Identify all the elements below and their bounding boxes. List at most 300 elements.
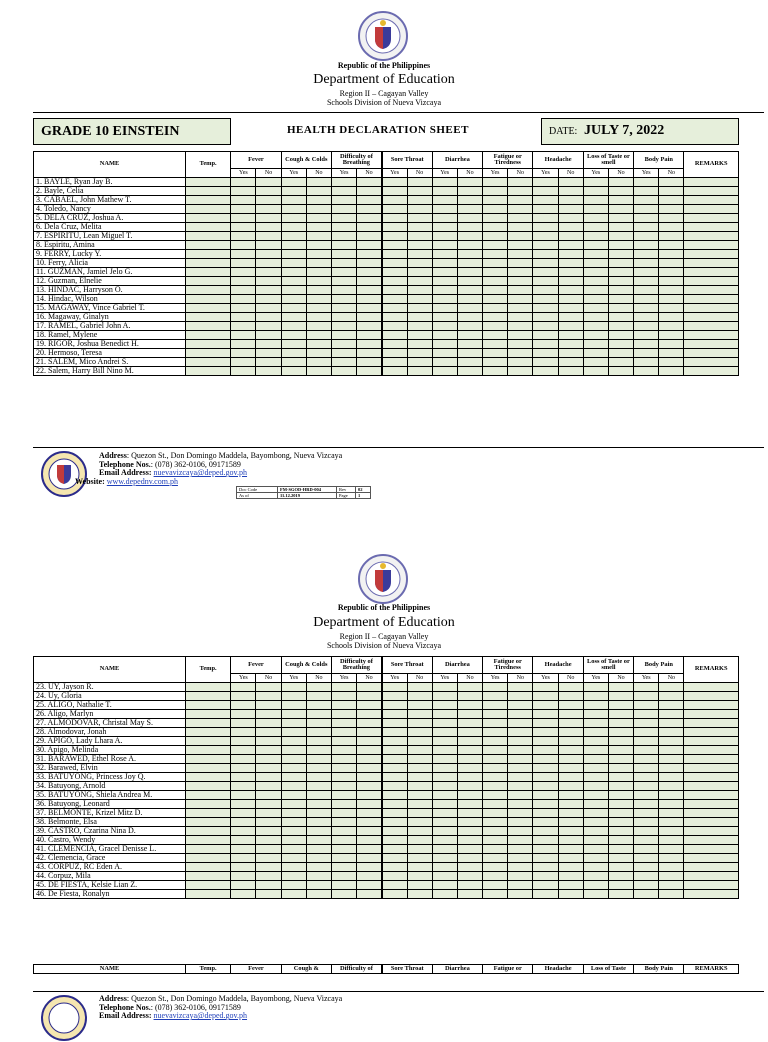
symptom-cell[interactable] — [231, 268, 256, 277]
symptom-cell[interactable] — [382, 854, 407, 863]
symptom-cell[interactable] — [357, 196, 382, 205]
temp-cell[interactable] — [186, 827, 231, 836]
symptom-cell[interactable] — [281, 367, 306, 376]
symptom-cell[interactable] — [432, 331, 457, 340]
symptom-cell[interactable] — [558, 872, 583, 881]
symptom-cell[interactable] — [533, 349, 558, 358]
symptom-cell[interactable] — [256, 241, 281, 250]
symptom-cell[interactable] — [508, 782, 533, 791]
symptom-cell[interactable] — [659, 773, 684, 782]
symptom-cell[interactable] — [583, 692, 608, 701]
symptom-cell[interactable] — [483, 277, 508, 286]
symptom-cell[interactable] — [407, 746, 432, 755]
symptom-cell[interactable] — [634, 692, 659, 701]
symptom-cell[interactable] — [407, 719, 432, 728]
symptom-cell[interactable] — [331, 746, 356, 755]
symptom-cell[interactable] — [659, 701, 684, 710]
symptom-cell[interactable] — [281, 791, 306, 800]
symptom-cell[interactable] — [659, 746, 684, 755]
symptom-cell[interactable] — [659, 692, 684, 701]
symptom-cell[interactable] — [432, 277, 457, 286]
symptom-cell[interactable] — [634, 890, 659, 899]
symptom-cell[interactable] — [583, 178, 608, 187]
symptom-cell[interactable] — [407, 250, 432, 259]
website-link[interactable]: www.depednv.com.ph — [106, 476, 178, 486]
symptom-cell[interactable] — [306, 791, 331, 800]
symptom-cell[interactable] — [382, 331, 407, 340]
symptom-cell[interactable] — [659, 187, 684, 196]
symptom-cell[interactable] — [281, 268, 306, 277]
symptom-cell[interactable] — [457, 683, 482, 692]
symptom-cell[interactable] — [407, 349, 432, 358]
symptom-cell[interactable] — [306, 827, 331, 836]
symptom-cell[interactable] — [634, 313, 659, 322]
symptom-cell[interactable] — [306, 187, 331, 196]
symptom-cell[interactable] — [382, 836, 407, 845]
symptom-cell[interactable] — [659, 304, 684, 313]
symptom-cell[interactable] — [357, 809, 382, 818]
symptom-cell[interactable] — [508, 872, 533, 881]
symptom-cell[interactable] — [432, 818, 457, 827]
symptom-cell[interactable] — [407, 701, 432, 710]
symptom-cell[interactable] — [331, 773, 356, 782]
symptom-cell[interactable] — [558, 800, 583, 809]
symptom-cell[interactable] — [533, 728, 558, 737]
symptom-cell[interactable] — [634, 791, 659, 800]
symptom-cell[interactable] — [331, 223, 356, 232]
symptom-cell[interactable] — [583, 250, 608, 259]
symptom-cell[interactable] — [382, 818, 407, 827]
symptom-cell[interactable] — [357, 728, 382, 737]
symptom-cell[interactable] — [432, 286, 457, 295]
temp-cell[interactable] — [186, 791, 231, 800]
symptom-cell[interactable] — [306, 349, 331, 358]
symptom-cell[interactable] — [508, 259, 533, 268]
symptom-cell[interactable] — [407, 800, 432, 809]
symptom-cell[interactable] — [306, 683, 331, 692]
symptom-cell[interactable] — [407, 863, 432, 872]
symptom-cell[interactable] — [407, 322, 432, 331]
symptom-cell[interactable] — [558, 836, 583, 845]
symptom-cell[interactable] — [558, 250, 583, 259]
symptom-cell[interactable] — [533, 331, 558, 340]
symptom-cell[interactable] — [457, 268, 482, 277]
symptom-cell[interactable] — [256, 331, 281, 340]
symptom-cell[interactable] — [256, 367, 281, 376]
symptom-cell[interactable] — [256, 187, 281, 196]
symptom-cell[interactable] — [558, 890, 583, 899]
symptom-cell[interactable] — [608, 295, 633, 304]
symptom-cell[interactable] — [382, 764, 407, 773]
symptom-cell[interactable] — [407, 340, 432, 349]
symptom-cell[interactable] — [382, 250, 407, 259]
symptom-cell[interactable] — [583, 683, 608, 692]
symptom-cell[interactable] — [659, 295, 684, 304]
symptom-cell[interactable] — [659, 358, 684, 367]
symptom-cell[interactable] — [357, 187, 382, 196]
temp-cell[interactable] — [186, 701, 231, 710]
symptom-cell[interactable] — [306, 241, 331, 250]
symptom-cell[interactable] — [634, 223, 659, 232]
symptom-cell[interactable] — [382, 178, 407, 187]
symptom-cell[interactable] — [256, 863, 281, 872]
symptom-cell[interactable] — [407, 241, 432, 250]
symptom-cell[interactable] — [558, 818, 583, 827]
symptom-cell[interactable] — [281, 692, 306, 701]
symptom-cell[interactable] — [457, 890, 482, 899]
symptom-cell[interactable] — [231, 241, 256, 250]
symptom-cell[interactable] — [382, 827, 407, 836]
symptom-cell[interactable] — [407, 890, 432, 899]
symptom-cell[interactable] — [281, 872, 306, 881]
symptom-cell[interactable] — [331, 800, 356, 809]
symptom-cell[interactable] — [407, 304, 432, 313]
symptom-cell[interactable] — [281, 836, 306, 845]
temp-cell[interactable] — [186, 340, 231, 349]
symptom-cell[interactable] — [659, 872, 684, 881]
symptom-cell[interactable] — [382, 340, 407, 349]
symptom-cell[interactable] — [432, 827, 457, 836]
symptom-cell[interactable] — [331, 286, 356, 295]
symptom-cell[interactable] — [583, 845, 608, 854]
remarks-cell[interactable] — [684, 737, 739, 746]
symptom-cell[interactable] — [306, 205, 331, 214]
symptom-cell[interactable] — [231, 818, 256, 827]
symptom-cell[interactable] — [533, 746, 558, 755]
symptom-cell[interactable] — [306, 737, 331, 746]
symptom-cell[interactable] — [457, 755, 482, 764]
symptom-cell[interactable] — [457, 322, 482, 331]
symptom-cell[interactable] — [256, 223, 281, 232]
symptom-cell[interactable] — [457, 241, 482, 250]
symptom-cell[interactable] — [583, 890, 608, 899]
symptom-cell[interactable] — [558, 827, 583, 836]
symptom-cell[interactable] — [231, 367, 256, 376]
symptom-cell[interactable] — [357, 241, 382, 250]
symptom-cell[interactable] — [281, 205, 306, 214]
symptom-cell[interactable] — [382, 692, 407, 701]
symptom-cell[interactable] — [407, 755, 432, 764]
symptom-cell[interactable] — [432, 755, 457, 764]
remarks-cell[interactable] — [684, 881, 739, 890]
symptom-cell[interactable] — [432, 800, 457, 809]
symptom-cell[interactable] — [407, 845, 432, 854]
symptom-cell[interactable] — [659, 223, 684, 232]
symptom-cell[interactable] — [634, 764, 659, 773]
symptom-cell[interactable] — [659, 683, 684, 692]
symptom-cell[interactable] — [608, 286, 633, 295]
symptom-cell[interactable] — [483, 367, 508, 376]
symptom-cell[interactable] — [231, 881, 256, 890]
symptom-cell[interactable] — [457, 746, 482, 755]
symptom-cell[interactable] — [256, 872, 281, 881]
symptom-cell[interactable] — [457, 692, 482, 701]
symptom-cell[interactable] — [483, 755, 508, 764]
symptom-cell[interactable] — [608, 340, 633, 349]
temp-cell[interactable] — [186, 187, 231, 196]
symptom-cell[interactable] — [583, 358, 608, 367]
symptom-cell[interactable] — [508, 313, 533, 322]
temp-cell[interactable] — [186, 349, 231, 358]
symptom-cell[interactable] — [256, 737, 281, 746]
symptom-cell[interactable] — [256, 304, 281, 313]
symptom-cell[interactable] — [306, 286, 331, 295]
symptom-cell[interactable] — [281, 322, 306, 331]
symptom-cell[interactable] — [407, 268, 432, 277]
temp-cell[interactable] — [186, 737, 231, 746]
symptom-cell[interactable] — [659, 800, 684, 809]
symptom-cell[interactable] — [533, 800, 558, 809]
temp-cell[interactable] — [186, 881, 231, 890]
symptom-cell[interactable] — [457, 872, 482, 881]
symptom-cell[interactable] — [659, 277, 684, 286]
symptom-cell[interactable] — [382, 791, 407, 800]
symptom-cell[interactable] — [281, 178, 306, 187]
temp-cell[interactable] — [186, 178, 231, 187]
symptom-cell[interactable] — [331, 845, 356, 854]
symptom-cell[interactable] — [331, 358, 356, 367]
symptom-cell[interactable] — [306, 746, 331, 755]
symptom-cell[interactable] — [508, 277, 533, 286]
symptom-cell[interactable] — [256, 322, 281, 331]
symptom-cell[interactable] — [407, 818, 432, 827]
symptom-cell[interactable] — [331, 340, 356, 349]
symptom-cell[interactable] — [634, 295, 659, 304]
symptom-cell[interactable] — [659, 178, 684, 187]
symptom-cell[interactable] — [382, 322, 407, 331]
symptom-cell[interactable] — [357, 340, 382, 349]
remarks-cell[interactable] — [684, 845, 739, 854]
symptom-cell[interactable] — [281, 746, 306, 755]
symptom-cell[interactable] — [483, 232, 508, 241]
symptom-cell[interactable] — [558, 773, 583, 782]
symptom-cell[interactable] — [306, 863, 331, 872]
symptom-cell[interactable] — [407, 358, 432, 367]
symptom-cell[interactable] — [306, 313, 331, 322]
symptom-cell[interactable] — [306, 854, 331, 863]
remarks-cell[interactable] — [684, 358, 739, 367]
symptom-cell[interactable] — [331, 196, 356, 205]
symptom-cell[interactable] — [457, 367, 482, 376]
symptom-cell[interactable] — [457, 232, 482, 241]
symptom-cell[interactable] — [306, 223, 331, 232]
symptom-cell[interactable] — [483, 304, 508, 313]
symptom-cell[interactable] — [432, 250, 457, 259]
symptom-cell[interactable] — [533, 701, 558, 710]
symptom-cell[interactable] — [281, 737, 306, 746]
symptom-cell[interactable] — [382, 773, 407, 782]
symptom-cell[interactable] — [508, 340, 533, 349]
symptom-cell[interactable] — [432, 358, 457, 367]
symptom-cell[interactable] — [331, 232, 356, 241]
symptom-cell[interactable] — [256, 881, 281, 890]
symptom-cell[interactable] — [659, 728, 684, 737]
symptom-cell[interactable] — [508, 746, 533, 755]
symptom-cell[interactable] — [231, 331, 256, 340]
symptom-cell[interactable] — [634, 710, 659, 719]
symptom-cell[interactable] — [659, 331, 684, 340]
symptom-cell[interactable] — [608, 178, 633, 187]
symptom-cell[interactable] — [457, 764, 482, 773]
symptom-cell[interactable] — [483, 773, 508, 782]
temp-cell[interactable] — [186, 746, 231, 755]
symptom-cell[interactable] — [306, 800, 331, 809]
symptom-cell[interactable] — [533, 890, 558, 899]
symptom-cell[interactable] — [558, 728, 583, 737]
temp-cell[interactable] — [186, 331, 231, 340]
remarks-cell[interactable] — [684, 313, 739, 322]
symptom-cell[interactable] — [281, 854, 306, 863]
symptom-cell[interactable] — [331, 349, 356, 358]
symptom-cell[interactable] — [256, 205, 281, 214]
symptom-cell[interactable] — [231, 800, 256, 809]
symptom-cell[interactable] — [281, 782, 306, 791]
symptom-cell[interactable] — [407, 277, 432, 286]
symptom-cell[interactable] — [608, 241, 633, 250]
symptom-cell[interactable] — [634, 367, 659, 376]
temp-cell[interactable] — [186, 755, 231, 764]
symptom-cell[interactable] — [508, 719, 533, 728]
symptom-cell[interactable] — [382, 286, 407, 295]
symptom-cell[interactable] — [659, 845, 684, 854]
symptom-cell[interactable] — [357, 755, 382, 764]
symptom-cell[interactable] — [306, 259, 331, 268]
symptom-cell[interactable] — [231, 286, 256, 295]
symptom-cell[interactable] — [634, 340, 659, 349]
symptom-cell[interactable] — [357, 827, 382, 836]
symptom-cell[interactable] — [659, 313, 684, 322]
symptom-cell[interactable] — [608, 313, 633, 322]
symptom-cell[interactable] — [357, 746, 382, 755]
symptom-cell[interactable] — [608, 259, 633, 268]
symptom-cell[interactable] — [357, 205, 382, 214]
symptom-cell[interactable] — [483, 854, 508, 863]
symptom-cell[interactable] — [659, 340, 684, 349]
symptom-cell[interactable] — [533, 358, 558, 367]
symptom-cell[interactable] — [608, 764, 633, 773]
symptom-cell[interactable] — [608, 746, 633, 755]
symptom-cell[interactable] — [231, 791, 256, 800]
temp-cell[interactable] — [186, 728, 231, 737]
symptom-cell[interactable] — [231, 232, 256, 241]
symptom-cell[interactable] — [306, 773, 331, 782]
symptom-cell[interactable] — [659, 196, 684, 205]
symptom-cell[interactable] — [608, 331, 633, 340]
symptom-cell[interactable] — [508, 178, 533, 187]
symptom-cell[interactable] — [533, 178, 558, 187]
symptom-cell[interactable] — [659, 818, 684, 827]
symptom-cell[interactable] — [659, 863, 684, 872]
symptom-cell[interactable] — [634, 773, 659, 782]
symptom-cell[interactable] — [558, 304, 583, 313]
symptom-cell[interactable] — [483, 764, 508, 773]
symptom-cell[interactable] — [306, 331, 331, 340]
symptom-cell[interactable] — [306, 836, 331, 845]
symptom-cell[interactable] — [306, 710, 331, 719]
symptom-cell[interactable] — [231, 719, 256, 728]
symptom-cell[interactable] — [357, 800, 382, 809]
symptom-cell[interactable] — [659, 214, 684, 223]
symptom-cell[interactable] — [432, 845, 457, 854]
symptom-cell[interactable] — [533, 367, 558, 376]
symptom-cell[interactable] — [382, 196, 407, 205]
temp-cell[interactable] — [186, 854, 231, 863]
temp-cell[interactable] — [186, 773, 231, 782]
symptom-cell[interactable] — [659, 890, 684, 899]
symptom-cell[interactable] — [583, 187, 608, 196]
symptom-cell[interactable] — [382, 205, 407, 214]
symptom-cell[interactable] — [457, 250, 482, 259]
symptom-cell[interactable] — [281, 890, 306, 899]
symptom-cell[interactable] — [558, 755, 583, 764]
symptom-cell[interactable] — [558, 854, 583, 863]
symptom-cell[interactable] — [407, 295, 432, 304]
symptom-cell[interactable] — [533, 313, 558, 322]
symptom-cell[interactable] — [608, 358, 633, 367]
symptom-cell[interactable] — [407, 196, 432, 205]
symptom-cell[interactable] — [634, 331, 659, 340]
symptom-cell[interactable] — [331, 187, 356, 196]
symptom-cell[interactable] — [256, 773, 281, 782]
symptom-cell[interactable] — [432, 304, 457, 313]
symptom-cell[interactable] — [306, 818, 331, 827]
symptom-cell[interactable] — [331, 322, 356, 331]
symptom-cell[interactable] — [231, 890, 256, 899]
symptom-cell[interactable] — [432, 719, 457, 728]
symptom-cell[interactable] — [407, 737, 432, 746]
symptom-cell[interactable] — [608, 800, 633, 809]
symptom-cell[interactable] — [382, 863, 407, 872]
symptom-cell[interactable] — [407, 214, 432, 223]
symptom-cell[interactable] — [281, 358, 306, 367]
symptom-cell[interactable] — [483, 890, 508, 899]
temp-cell[interactable] — [186, 890, 231, 899]
symptom-cell[interactable] — [533, 295, 558, 304]
symptom-cell[interactable] — [583, 764, 608, 773]
symptom-cell[interactable] — [558, 881, 583, 890]
symptom-cell[interactable] — [583, 349, 608, 358]
symptom-cell[interactable] — [659, 322, 684, 331]
symptom-cell[interactable] — [483, 782, 508, 791]
symptom-cell[interactable] — [608, 791, 633, 800]
symptom-cell[interactable] — [533, 205, 558, 214]
symptom-cell[interactable] — [256, 286, 281, 295]
symptom-cell[interactable] — [483, 286, 508, 295]
symptom-cell[interactable] — [583, 827, 608, 836]
temp-cell[interactable] — [186, 196, 231, 205]
symptom-cell[interactable] — [357, 349, 382, 358]
symptom-cell[interactable] — [407, 178, 432, 187]
symptom-cell[interactable] — [331, 728, 356, 737]
symptom-cell[interactable] — [382, 809, 407, 818]
symptom-cell[interactable] — [634, 836, 659, 845]
symptom-cell[interactable] — [608, 250, 633, 259]
temp-cell[interactable] — [186, 259, 231, 268]
symptom-cell[interactable] — [231, 854, 256, 863]
symptom-cell[interactable] — [659, 791, 684, 800]
symptom-cell[interactable] — [331, 178, 356, 187]
symptom-cell[interactable] — [407, 881, 432, 890]
symptom-cell[interactable] — [331, 205, 356, 214]
symptom-cell[interactable] — [634, 737, 659, 746]
symptom-cell[interactable] — [306, 295, 331, 304]
symptom-cell[interactable] — [306, 809, 331, 818]
symptom-cell[interactable] — [608, 818, 633, 827]
symptom-cell[interactable] — [256, 800, 281, 809]
symptom-cell[interactable] — [483, 683, 508, 692]
symptom-cell[interactable] — [508, 268, 533, 277]
symptom-cell[interactable] — [483, 259, 508, 268]
